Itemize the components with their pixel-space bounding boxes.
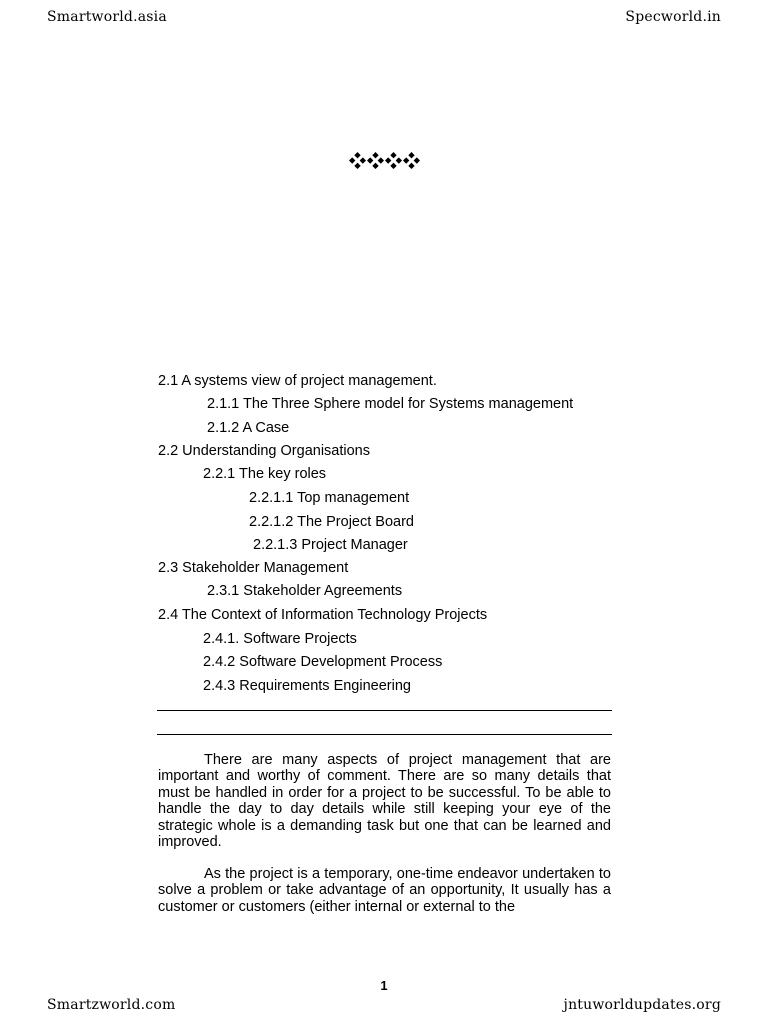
page-number: 1 <box>380 978 388 993</box>
four-diamond-icon <box>403 152 420 169</box>
toc-entry: 2.3.1 Stakeholder Agreements <box>207 583 403 599</box>
footer-right-site: jntuworldupdates.org <box>563 997 721 1013</box>
body-paragraph: As the project is a temporary, one-time endeavor undertaken to solve a problem or take advantage of an opportunity, It usually has a customer or customers (either internal or external to the <box>158 866 611 915</box>
toc-entry: 2.2.1 The key roles <box>203 466 327 482</box>
body-paragraph: There are many aspects of project management that are important and worthy of comment. There are so many details that must be handled in order for a project to be successful. To be able to handle the day to day details while still keeping your eye of the strategic whole is a demanding task but one that can be learned and improved. <box>158 752 611 851</box>
four-diamond-icon <box>367 152 384 169</box>
header-left-site: Smartworld.asia <box>47 9 167 25</box>
toc-entry: 2.1.1 The Three Sphere model for Systems management <box>207 396 574 412</box>
toc-entry: 2.1.2 A Case <box>207 420 290 436</box>
ornament-divider <box>349 152 420 169</box>
toc-entry: 2.2.1.3 Project Manager <box>253 537 408 553</box>
four-diamond-icon <box>349 152 366 169</box>
toc-entry: 2.2.1.2 The Project Board <box>249 514 414 530</box>
footer-left-site: Smartzworld.com <box>47 997 176 1013</box>
four-diamond-icon <box>385 152 402 169</box>
toc-entry: 2.2.1.1 Top management <box>249 490 410 506</box>
toc-entry: 2.4.1. Software Projects <box>203 631 357 647</box>
toc-entry: 2.1 A systems view of project management. <box>158 373 437 389</box>
toc-entry: 2.3 Stakeholder Management <box>158 560 349 576</box>
toc-entry: 2.4.3 Requirements Engineering <box>203 678 411 694</box>
toc-entry: 2.2 Understanding Organisations <box>158 443 370 459</box>
horizontal-rule <box>157 710 612 711</box>
toc-entry: 2.4 The Context of Information Technology Projects <box>158 607 488 623</box>
toc-entry: 2.4.2 Software Development Process <box>203 654 443 670</box>
horizontal-rule <box>157 734 612 735</box>
header-right-site: Specworld.in <box>625 9 721 25</box>
